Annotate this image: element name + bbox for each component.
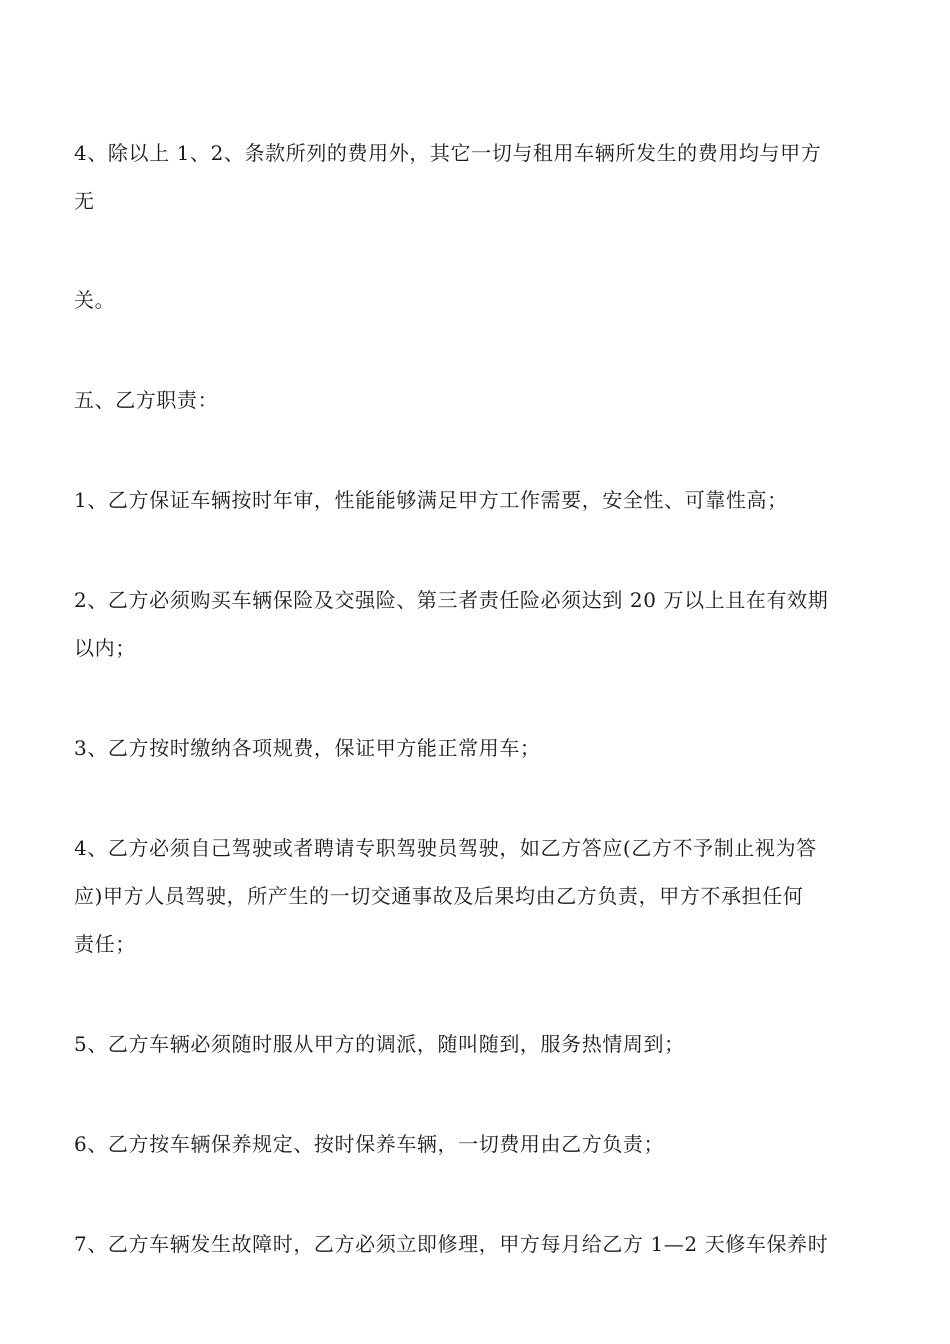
duty-2-line-2: 以内； [74,636,136,660]
duty-3-line-1: 3、乙方按时缴纳各项规费，保证甲方能正常用车； [74,736,541,760]
clause-4-line-1: 4、除以上 1、2、条款所列的费用外，其它一切与租用车辆所发生的费用均与甲方 [74,141,822,165]
duty-4-line-3: 责任； [74,932,136,956]
duty-2-line-1: 2、乙方必须购买车辆保险及交强险、第三者责任险必须达到 20 万以上且在有效期 [74,588,829,612]
clause-4-line-2: 无 [74,189,95,213]
duty-1-line-1: 1、乙方保证车辆按时年审，性能能够满足甲方工作需要，安全性、可靠性高； [74,488,788,512]
clause-4-line-3: 关。 [74,288,116,312]
section-heading-party-b-duties: 五、乙方职责： [74,388,219,412]
duty-7-line-1: 7、乙方车辆发生故障时，乙方必须立即修理，甲方每月给乙方 1—2 天修车保养时 [74,1232,829,1256]
duty-5-line-1: 5、乙方车辆必须随时服从甲方的调派，随叫随到，服务热情周到； [74,1032,685,1056]
duty-4-line-2: 应)甲方人员驾驶，所产生的一切交通事故及后果均由乙方负责，甲方不承担任何 [74,884,804,908]
duty-6-line-1: 6、乙方按车辆保养规定、按时保养车辆，一切费用由乙方负责； [74,1132,665,1156]
duty-4-line-1: 4、乙方必须自己驾驶或者聘请专职驾驶员驾驶，如乙方答应(乙方不予制止视为答 [74,836,817,860]
